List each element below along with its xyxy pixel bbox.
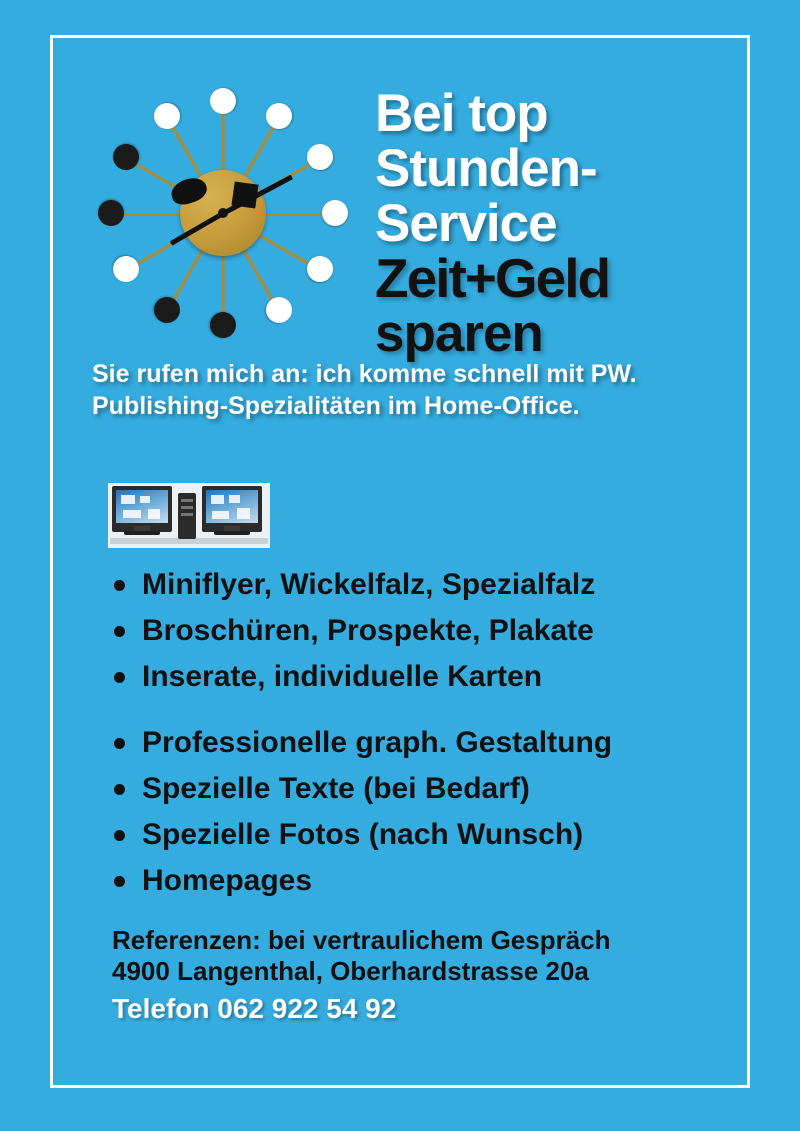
- headline-line-1: Bei top: [375, 84, 548, 143]
- address-line: 4900 Langenthal, Oberhardstrasse 20a: [112, 956, 589, 986]
- tower-slot: [181, 513, 193, 516]
- bullet-dot-icon: [114, 672, 125, 683]
- clock-hand-square: [231, 181, 258, 208]
- bullet-dot-icon: [114, 580, 125, 591]
- headline-line-4: Zeit+Geld: [375, 247, 610, 309]
- bullet-dot-icon: [114, 784, 125, 795]
- monitor-left: [112, 486, 172, 532]
- screen-blip: [212, 511, 229, 519]
- clock-hour-marker: [210, 312, 236, 338]
- headline-line-3: Service: [375, 194, 557, 253]
- clock-hour-marker: [149, 292, 185, 328]
- clock-hour-marker: [261, 292, 297, 328]
- clock-hour-marker: [261, 98, 297, 134]
- list-item-label: Spezielle Fotos (nach Wunsch): [142, 818, 584, 851]
- clock-hour-marker: [302, 251, 338, 287]
- list-item-label: Inserate, individuelle Karten: [142, 660, 543, 693]
- computer-tower: [178, 493, 196, 539]
- list-item: [112, 654, 732, 700]
- screen-blip: [123, 510, 141, 518]
- phone-line: Telefon 062 922 54 92: [112, 993, 397, 1024]
- screen-blip: [237, 508, 250, 519]
- clock-hour-marker: [322, 200, 348, 226]
- subheadline-line-2: Publishing-Spezialitäten im Home-Office.: [92, 392, 580, 420]
- list-item-label: Miniflyer, Wickelfalz, Spezialfalz: [142, 568, 596, 601]
- bullet-dot-icon: [114, 830, 125, 841]
- monitor-screen: [206, 490, 258, 523]
- list-item-label: Spezielle Texte (bei Bedarf): [142, 772, 530, 805]
- screen-blip: [140, 496, 150, 503]
- tower-slot: [181, 506, 193, 509]
- services-list-print: [112, 562, 732, 700]
- monitor-base: [124, 531, 160, 535]
- dual-monitor-computer-icon: [108, 483, 270, 548]
- clock-hour-marker: [108, 139, 144, 175]
- clock-hour-marker: [108, 251, 144, 287]
- clock-hour-marker: [98, 200, 124, 226]
- list-item-label: Broschüren, Prospekte, Plakate: [142, 614, 594, 647]
- tower-slot: [181, 499, 193, 502]
- screen-blip: [121, 495, 135, 504]
- list-item: [112, 562, 732, 608]
- headline-line-2: Stunden-: [375, 139, 597, 198]
- screen-blip: [229, 495, 240, 503]
- screen-blip: [148, 509, 160, 519]
- list-item: [112, 858, 732, 904]
- contact-block: [112, 925, 732, 1025]
- list-item-label: Professionelle graph. Gestaltung: [142, 726, 613, 759]
- sunburst-clock-icon: [88, 78, 358, 348]
- list-item: [112, 812, 732, 858]
- bullet-dot-icon: [114, 876, 125, 887]
- subheadline-block: [92, 358, 732, 422]
- list-item: [112, 720, 732, 766]
- bullet-dot-icon: [114, 738, 125, 749]
- clock-center-pin: [218, 208, 228, 218]
- bullet-dot-icon: [114, 626, 125, 637]
- monitor-base: [214, 531, 250, 535]
- headline-block: [375, 86, 765, 361]
- clock-hour-marker: [149, 98, 185, 134]
- list-item-label: Homepages: [142, 864, 313, 897]
- list-item: [112, 608, 732, 654]
- clock-hour-marker: [210, 88, 236, 114]
- monitor-screen: [116, 490, 168, 523]
- references-line: Referenzen: bei vertraulichem Gespräch: [112, 925, 611, 955]
- monitor-right: [202, 486, 262, 532]
- subheadline-line-1: Sie rufen mich an: ich komme schnell mit PW.: [92, 360, 637, 388]
- screen-blip: [211, 495, 224, 504]
- list-item: [112, 766, 732, 812]
- services-list-creative: [112, 720, 732, 904]
- headline-line-5: sparen: [375, 304, 543, 363]
- clock-hour-marker: [302, 139, 338, 175]
